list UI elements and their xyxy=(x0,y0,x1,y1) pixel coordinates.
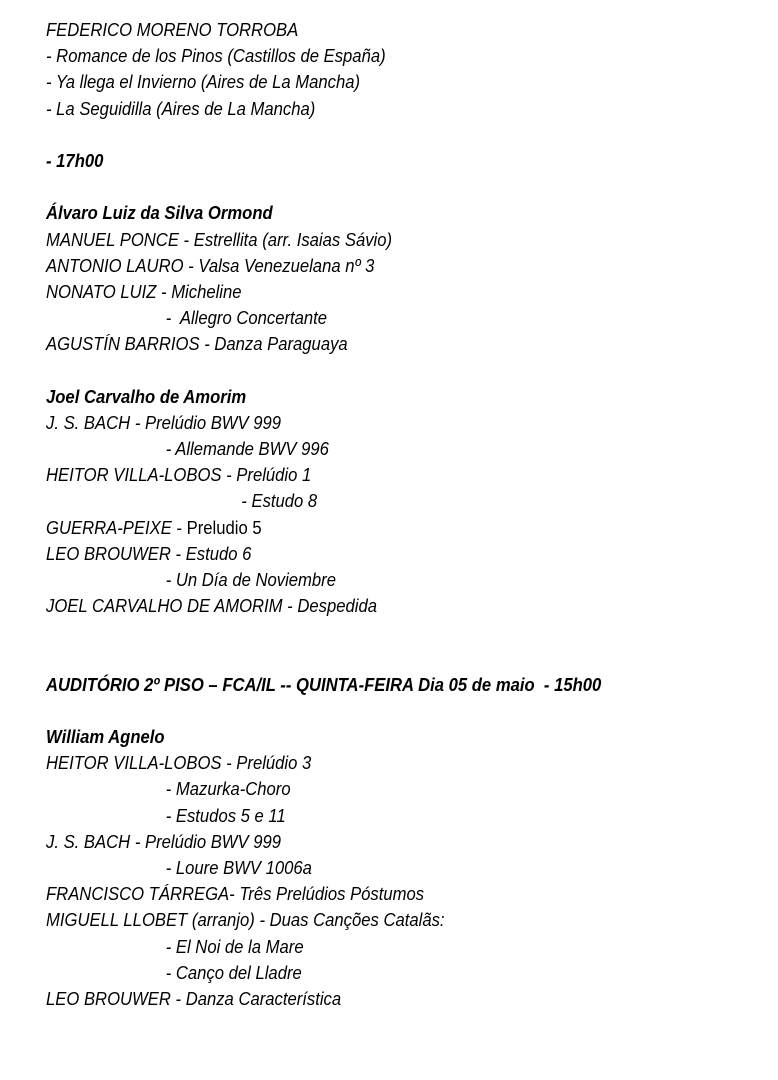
program-line: MANUEL PONCE - Estrellita (arr. Isaias Sávio) xyxy=(46,228,393,250)
program-line: J. S. BACH - Prelúdio BWV 999 xyxy=(46,411,282,433)
program-document xyxy=(46,17,768,1012)
program-line: HEITOR VILLA-LOBOS - Prelúdio 3 xyxy=(46,752,312,774)
program-line: HEITOR VILLA-LOBOS - Prelúdio 1 xyxy=(46,464,312,486)
spacer xyxy=(46,619,768,671)
program-line: AGUSTÍN BARRIOS - Danza Paraguaya xyxy=(46,333,348,355)
performer-name: William Agnelo xyxy=(46,726,165,748)
program-line: LEO BROUWER - Danza Característica xyxy=(46,987,342,1009)
venue-date-heading: AUDITÓRIO 2º PISO – FCA/IL -- QUINTA-FEIRA Dia 05 de maio - 15h00 xyxy=(46,673,602,695)
program-line: - Allegro Concertante xyxy=(165,307,328,329)
program-line xyxy=(46,515,696,541)
program-line: - Un Día de Noviembre xyxy=(165,568,336,590)
session-time: - 17h00 xyxy=(46,149,104,171)
program-line: ANTONIO LAURO - Valsa Venezuelana nº 3 xyxy=(46,254,375,276)
spacer xyxy=(46,174,768,200)
program-line: - Loure BWV 1006a xyxy=(165,857,312,879)
program-line: LEO BROUWER - Estudo 6 xyxy=(46,542,252,564)
composer-name: GUERRA-PEIXE xyxy=(46,516,172,538)
spacer xyxy=(46,122,768,148)
program-line: JOEL CARVALHO DE AMORIM - Despedida xyxy=(46,595,377,617)
program-line: - Estudo 8 xyxy=(241,490,318,512)
performer-name: Álvaro Luiz da Silva Ormond xyxy=(46,202,273,224)
piece-line: - Romance de los Pinos (Castillos de España) xyxy=(46,45,386,67)
program-line: - Allemande BWV 996 xyxy=(165,438,329,459)
program-line: MIGUELL LLOBET (arranjo) - Duas Canções Catalãs: xyxy=(46,909,445,931)
piece-line: - La Seguidilla (Aires de La Mancha) xyxy=(46,97,316,119)
spacer xyxy=(46,357,768,383)
program-line: - Canço del Lladre xyxy=(165,961,302,983)
program-line: - Estudos 5 e 11 xyxy=(165,804,286,826)
program-line: - El Noi de la Mare xyxy=(165,935,304,957)
program-line: FRANCISCO TÁRREGA- Três Prelúdios Póstumos xyxy=(46,883,425,905)
performer-name: Joel Carvalho de Amorim xyxy=(46,385,247,407)
piece-title: - Preludio 5 xyxy=(171,516,262,538)
program-line: J. S. BACH - Prelúdio BWV 999 xyxy=(46,830,282,852)
composer-heading: FEDERICO MORENO TORROBA xyxy=(46,19,299,40)
piece-line: - Ya llega el Invierno (Aires de La Mancha) xyxy=(46,71,361,93)
program-line: NONATO LUIZ - Micheline xyxy=(46,280,242,302)
program-line: - Mazurka-Choro xyxy=(165,778,291,800)
spacer xyxy=(46,698,768,724)
